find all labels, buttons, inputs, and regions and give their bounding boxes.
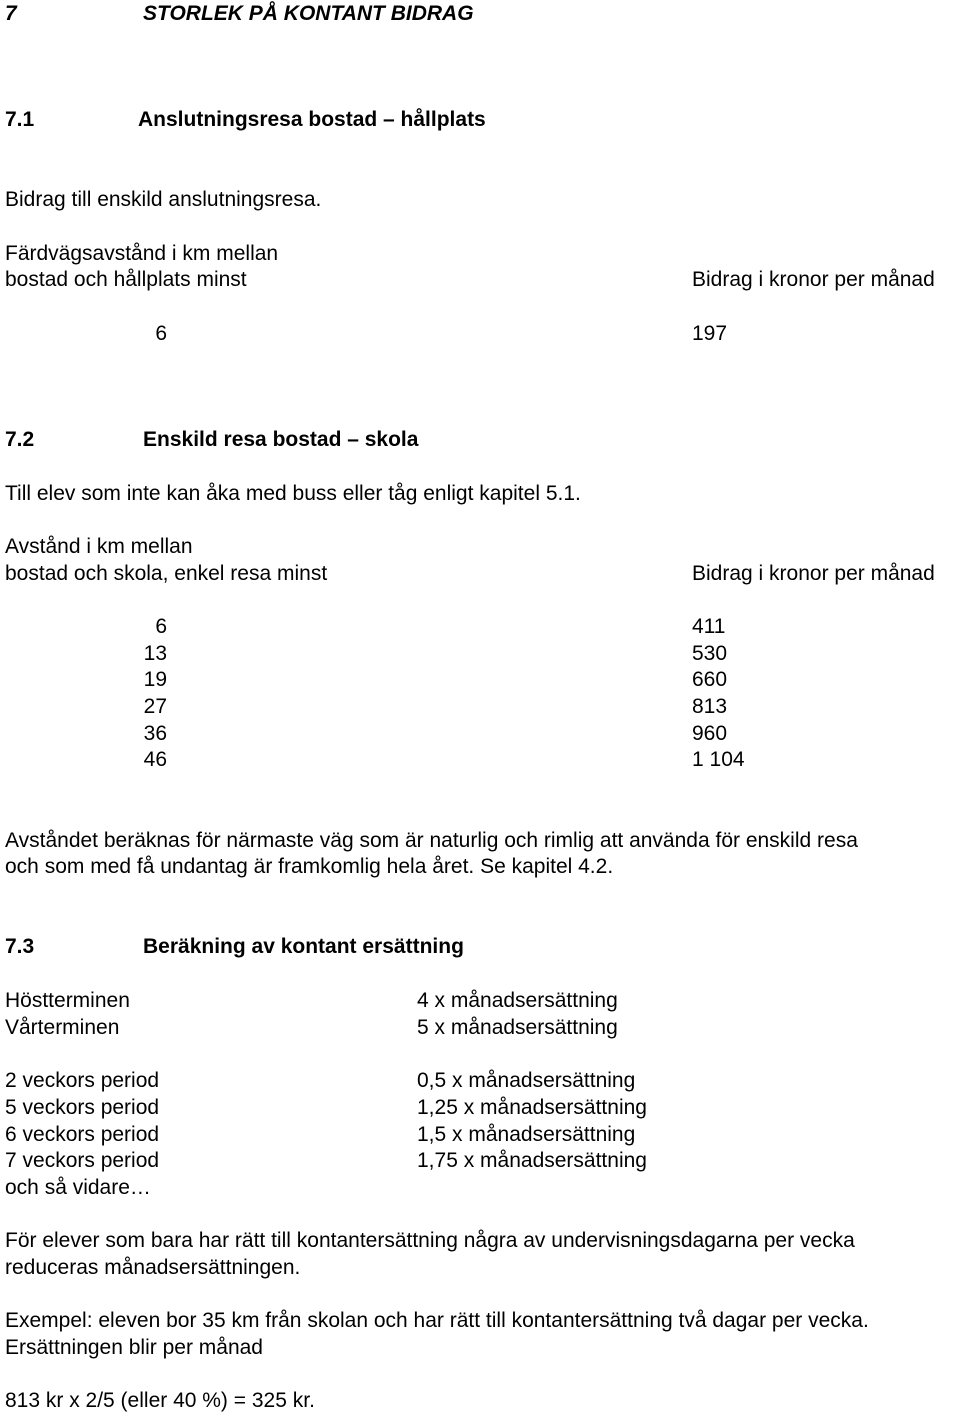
- table-row-km: 36: [143, 722, 167, 745]
- section-7-2-number: 7.2: [5, 428, 35, 451]
- table-row-amount: 1 104: [692, 748, 745, 771]
- period-value: 1,25 x månadsersättning: [417, 1096, 647, 1119]
- period-label: 2 veckors period: [5, 1069, 160, 1092]
- table-row-amount: 530: [692, 642, 728, 665]
- section-7-2-note-line1: Avståndet beräknas för närmaste väg som är naturlig och rimlig att använda för enskild resa: [5, 829, 858, 852]
- table-7-1-km: 6: [155, 322, 167, 345]
- paragraph-reduction-line1: För elever som bara har rätt till kontantersättning några av undervisningsdagarna per vecka: [5, 1229, 855, 1252]
- table-7-1-header-col2: Bidrag i kronor per månad: [692, 268, 935, 291]
- paragraph-example-line1: Exempel: eleven bor 35 km från skolan och har rätt till kontantersättning två dagar per vecka.: [5, 1309, 869, 1332]
- term-label: Höstterminen: [5, 989, 130, 1012]
- term-label: Vårterminen: [5, 1016, 120, 1039]
- table-7-1-amount: 197: [692, 322, 728, 345]
- table-row-amount: 411: [692, 615, 726, 638]
- table-row-km: 46: [143, 748, 167, 771]
- table-row-km: 6: [155, 615, 167, 638]
- period-label: 7 veckors period: [5, 1149, 160, 1172]
- table-row-km: 27: [143, 695, 167, 718]
- period-label: 6 veckors period: [5, 1123, 160, 1146]
- section-7-1-intro: Bidrag till enskild anslutningsresa.: [5, 188, 322, 211]
- period-value: 1,75 x månadsersättning: [417, 1149, 647, 1172]
- section-7-1-number: 7.1: [5, 108, 35, 131]
- term-value: 4 x månadsersättning: [417, 989, 618, 1012]
- section-7-1-title: Anslutningsresa bostad – hållplats: [138, 108, 486, 131]
- period-etc: och så vidare…: [5, 1176, 151, 1199]
- table-7-2-header-col1-line1: Avstånd i km mellan: [5, 535, 193, 558]
- table-7-1-header-col1-line1: Färdvägsavstånd i km mellan: [5, 242, 279, 265]
- example-formula: 813 kr x 2/5 (eller 40 %) = 325 kr.: [5, 1389, 315, 1412]
- chapter-title: STORLEK PÅ KONTANT BIDRAG: [143, 2, 474, 25]
- table-row-amount: 660: [692, 668, 728, 691]
- table-7-1-header-col1-line2: bostad och hållplats minst: [5, 268, 247, 291]
- section-7-3-number: 7.3: [5, 935, 35, 958]
- section-7-2-intro: Till elev som inte kan åka med buss eller tåg enligt kapitel 5.1.: [5, 482, 581, 505]
- table-7-2-header-col1-line2: bostad och skola, enkel resa minst: [5, 562, 328, 585]
- term-value: 5 x månadsersättning: [417, 1016, 618, 1039]
- table-row-km: 13: [143, 642, 167, 665]
- section-7-2-title: Enskild resa bostad – skola: [143, 428, 419, 451]
- table-row-amount: 960: [692, 722, 728, 745]
- table-row-amount: 813: [692, 695, 728, 718]
- table-row-km: 19: [143, 668, 167, 691]
- paragraph-reduction-line2: reduceras månadsersättningen.: [5, 1256, 301, 1279]
- period-value: 0,5 x månadsersättning: [417, 1069, 636, 1092]
- paragraph-example-line2: Ersättningen blir per månad: [5, 1336, 263, 1359]
- section-7-3-title: Beräkning av kontant ersättning: [143, 935, 464, 958]
- chapter-number: 7: [5, 2, 17, 25]
- period-value: 1,5 x månadsersättning: [417, 1123, 636, 1146]
- section-7-2-note-line2: och som med få undantag är framkomlig hela året. Se kapitel 4.2.: [5, 855, 614, 878]
- table-7-2-header-col2: Bidrag i kronor per månad: [692, 562, 935, 585]
- period-label: 5 veckors period: [5, 1096, 160, 1119]
